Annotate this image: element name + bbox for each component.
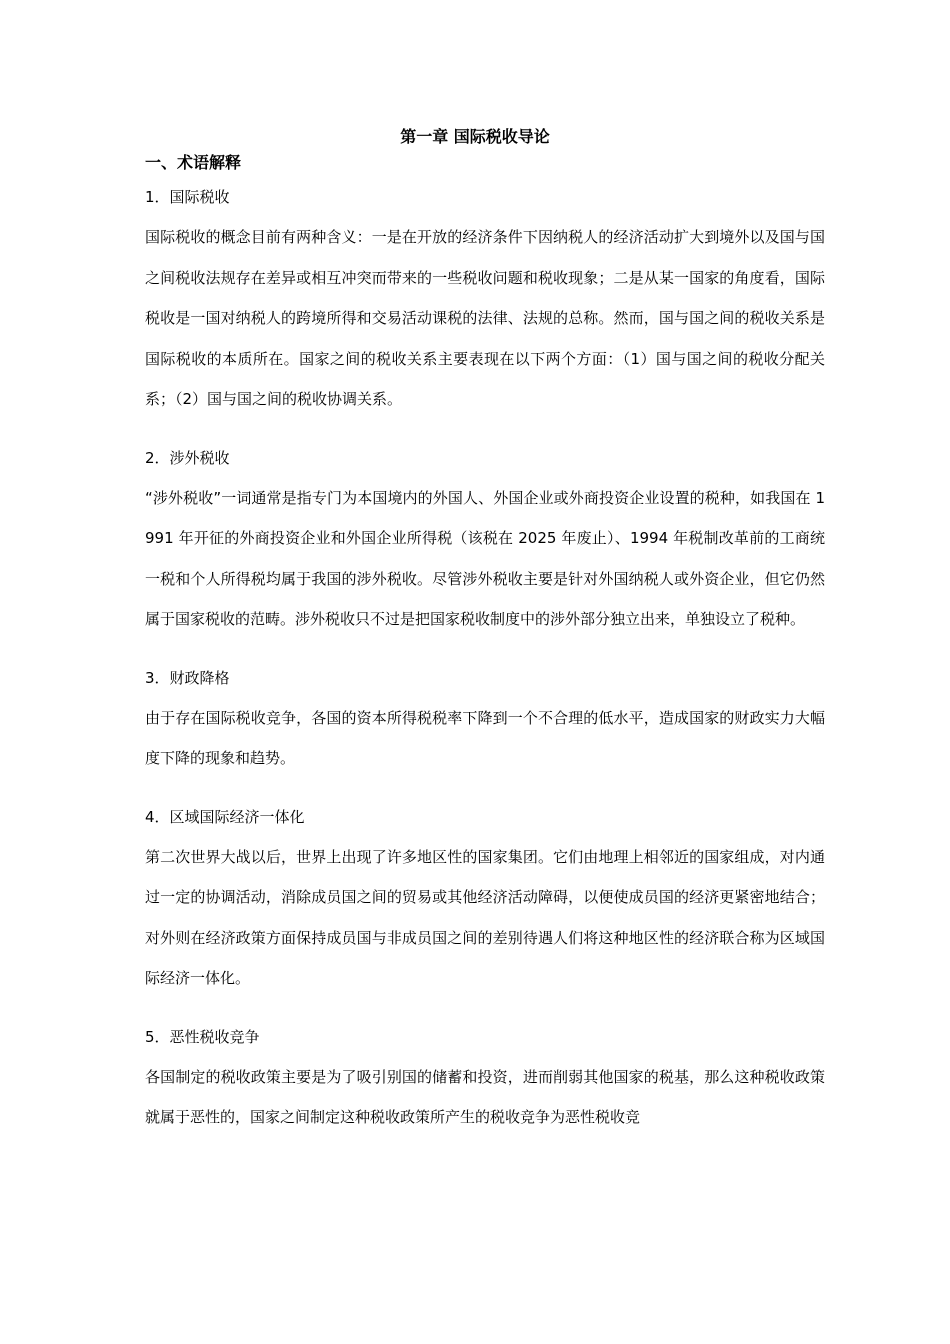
term-definition: 第二次世界大战以后，世界上出现了许多地区性的国家集团。它们由地理上相邻近的国家组成，对内通过一定的协调活动，消除成员国之间的贸易或其他经济活动障碍，以便使成员国的经济更紧密地结合；对外则在经济政策方面保持成员国与非成员国之间的差别待遇人们将这种地区性的经济联合称为区域国际经济一体化。 xyxy=(145,847,825,987)
term-heading: 5．恶性税收竞争 xyxy=(145,1027,260,1046)
term-block-4 xyxy=(145,805,825,999)
chapter-title: 第一章 国际税收导论 xyxy=(400,127,550,146)
section-heading: 一、术语解释 xyxy=(145,153,242,172)
term-definition: “涉外税收”一词通常是指专门为本国境内的外国人、外国企业或外商投资企业设置的税种，如我国在 1991 年开征的外商投资企业和外国企业所得税（该税在 2025 年废止）、1994 年税制改革前的工商统一税和个人所得税均属于我国的涉外税收。尽管涉外税收主要是针对外国纳税人或外资企业，但它仍然属于国家税收的范畴。涉外税收只不过是把国家税收制度中的涉外部分独立出来，单独设立了税种。 xyxy=(145,488,825,628)
term-heading: 2．涉外税收 xyxy=(145,448,230,467)
spacer xyxy=(145,779,825,805)
spacer xyxy=(145,640,825,666)
term-definition: 由于存在国际税收竞争，各国的资本所得税税率下降到一个不合理的低水平，造成国家的财政实力大幅度下降的现象和趋势。 xyxy=(145,708,825,767)
term-heading: 4．区域国际经济一体化 xyxy=(145,807,305,826)
term-block-5 xyxy=(145,1025,825,1138)
term-block-1 xyxy=(145,185,825,420)
term-heading: 1．国际税收 xyxy=(145,188,230,206)
term-block-3 xyxy=(145,666,825,779)
spacer xyxy=(145,999,825,1025)
term-block-2 xyxy=(145,446,825,640)
term-heading: 3．财政降格 xyxy=(145,668,230,687)
term-definition: 国际税收的概念目前有两种含义：一是在开放的经济条件下因纳税人的经济活动扩大到境外以及国与国之间税收法规存在差异或相互冲突而带来的一些税收问题和税收现象；二是从某一国家的角度看，国际税收是一国对纳税人的跨境所得和交易活动课税的法律、法规的总称。然而，国与国之间的税收关系是国际税收的本质所在。国家之间的税收关系主要表现在以下两个方面：（1）国与国之间的税收分配关系；（2）国与国之间的税收协调关系。 xyxy=(145,228,825,408)
term-definition: 各国制定的税收政策主要是为了吸引别国的储蓄和投资，进而削弱其他国家的税基，那么这种税收政策就属于恶性的，国家之间制定这种税收政策所产生的税收竞争为恶性税收竞 xyxy=(145,1067,825,1126)
terms-list xyxy=(145,185,825,1138)
spacer xyxy=(145,420,825,446)
